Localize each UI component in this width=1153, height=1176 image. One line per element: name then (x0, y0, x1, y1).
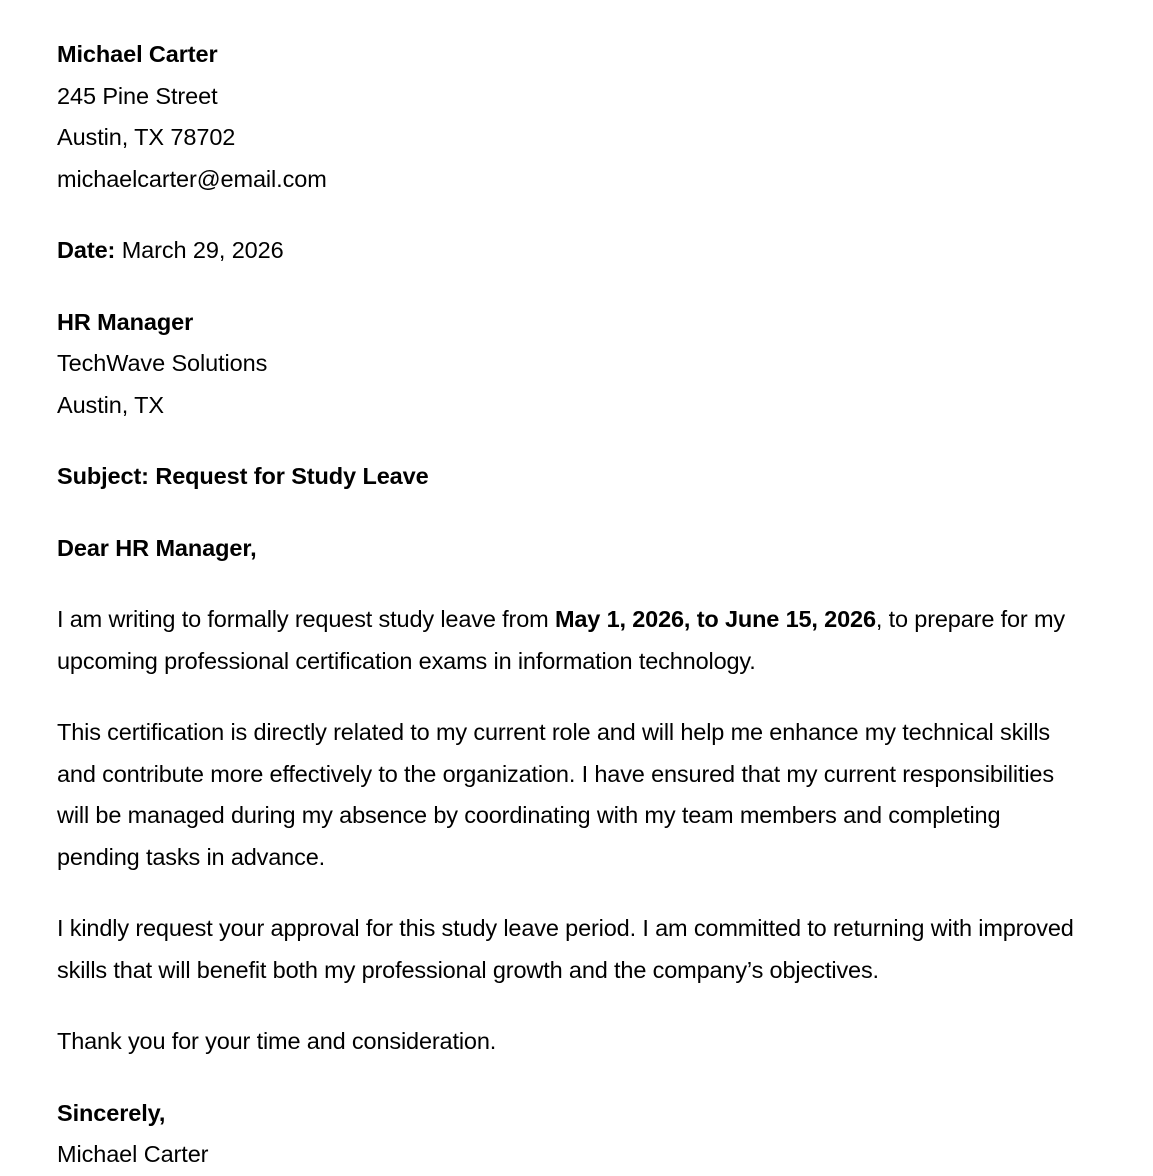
body-paragraph-1 (57, 599, 1096, 682)
valediction: Sincerely, (57, 1099, 166, 1126)
paragraph1-part1: I am writing to formally request study leave from (57, 606, 555, 632)
sender-address-block (57, 34, 1096, 200)
closing-block (57, 1093, 1096, 1176)
recipient-title: HR Manager (57, 308, 194, 335)
body-paragraph-2 (57, 712, 1096, 878)
paragraph-thanks: Thank you for your time and consideration. (57, 1028, 497, 1054)
recipient-company: TechWave Solutions (57, 350, 268, 376)
paragraph-approval-request: I kindly request your approval for this study leave period. I am committed to returning with improved skills that will benefit both my professional growth and the company’s objectives. (57, 915, 1074, 983)
sender-street: 245 Pine Street (57, 82, 218, 109)
sender-email: michaelcarter@email.com (57, 165, 327, 192)
recipient-address-block (57, 302, 1096, 427)
subject-block (57, 456, 1096, 498)
sender-name: Michael Carter (57, 41, 218, 67)
date-value: March 29, 2026 (115, 237, 284, 263)
paragraph-request (57, 599, 1079, 682)
leave-date-range: May 1, 2026, to June 15, 2026 (554, 606, 876, 632)
date-block (57, 230, 1096, 272)
paragraph-justification: This certification is directly related to my current role and will help me enhance my technical skills and contribute more effectively to the organization. I have ensured that my current responsibilities will be managed during my absence by coordinating with my team members and completing pending tasks in advance. (57, 719, 1054, 870)
paragraph1-part2: , to prepare for my upcoming professional certification exams in information technology. (57, 606, 1066, 674)
salutation-line: Dear HR Manager, (57, 534, 257, 561)
sender-city-state-zip: Austin, TX 78702 (57, 124, 236, 150)
salutation-block (57, 528, 1096, 570)
body-paragraph-3 (57, 908, 1096, 991)
date-label: Date: (57, 237, 116, 263)
recipient-location: Austin, TX (57, 391, 164, 418)
date-line (57, 230, 1096, 272)
body-paragraph-4 (57, 1021, 1096, 1063)
subject-line: Subject: Request for Study Leave (57, 463, 429, 489)
signature-name: Michael Carter (57, 1141, 209, 1167)
